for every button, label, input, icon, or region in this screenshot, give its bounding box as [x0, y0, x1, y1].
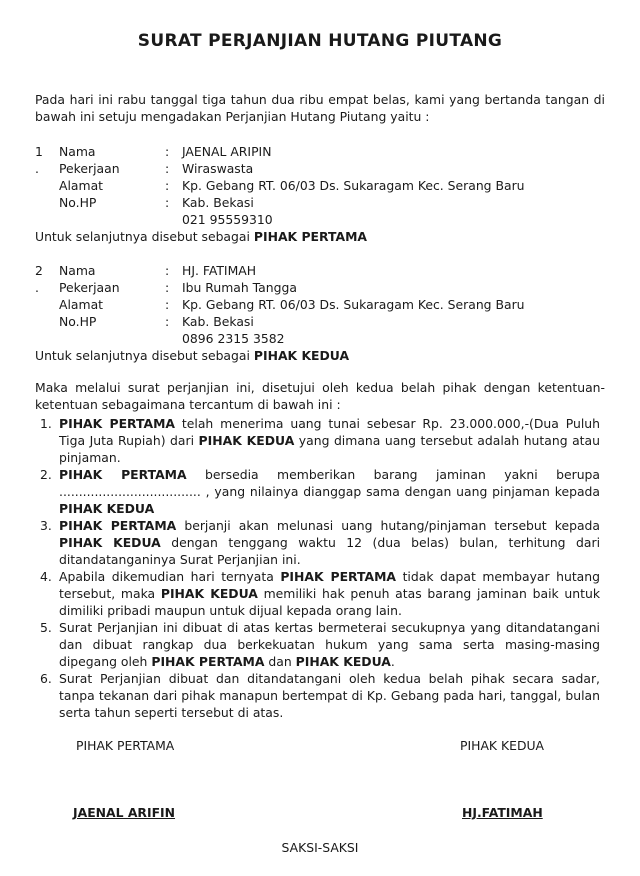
term-text: bersedia memberikan barang jaminan yakni berupa .................................... , yang nilainya dianggap sama dengan uang pinjaman kepada	[59, 467, 601, 499]
term-item	[35, 415, 600, 466]
party-two-name: HJ. FATIMAH	[182, 263, 257, 278]
terms-list	[35, 415, 600, 721]
party-number-dot: .	[35, 161, 39, 176]
party-number: 2	[35, 263, 43, 278]
term-text: telah menerima uang tunai sebesar Rp. 23.000.000,-(Dua Puluh Tiga Juta Rupiah) dari	[59, 416, 600, 448]
term-item	[35, 670, 600, 721]
term-bold-c: PIHAK KEDUA	[198, 433, 295, 448]
colon: :	[165, 178, 170, 193]
term-number: 2.	[40, 467, 52, 482]
party-one-address: Kp. Gebang RT. 06/03 Ds. Sukaragam Kec. Serang Baru	[182, 178, 525, 193]
phone-label: No.HP	[59, 314, 97, 329]
term-item	[35, 466, 600, 517]
document-title: SURAT PERJANJIAN HUTANG PIUTANG	[137, 31, 503, 51]
phone-label: No.HP	[59, 195, 97, 210]
term-text: Apabila dikemudian hari ternyata	[59, 569, 281, 584]
term-text: memiliki hak penuh atas barang jaminan baik untuk dimiliki pribadi maupun untuk dijual kepada orang lain.	[59, 586, 601, 618]
colon: :	[165, 297, 170, 312]
job-label: Pekerjaan	[59, 280, 120, 295]
party-one-block	[35, 143, 605, 245]
term-bold-c: PIHAK KEDUA	[59, 535, 161, 550]
terms-intro-paragraph: Maka melalui surat perjanjian ini, disetujui oleh kedua belah pihak dengan ketentuan-ketentuan sebagaimana tercantum di bawah ini :	[35, 380, 605, 412]
designation-prefix: Untuk selanjutnya disebut sebagai	[35, 348, 250, 363]
colon: :	[165, 161, 170, 176]
name-label: Nama	[59, 263, 96, 278]
address-label: Alamat	[59, 297, 104, 312]
signature-label-party-two: PIHAK KEDUA	[460, 738, 545, 753]
term-number: 1.	[40, 416, 52, 431]
party-one-designation	[35, 228, 605, 245]
colon: :	[165, 280, 170, 295]
job-label: Pekerjaan	[59, 161, 120, 176]
designation-prefix: Untuk selanjutnya disebut sebagai	[35, 229, 250, 244]
party-one-job: Wiraswasta	[182, 161, 254, 176]
party-number: 1	[35, 144, 43, 159]
party-one-name: JAENAL ARIPIN	[182, 144, 272, 159]
signature-label-party-one: PIHAK PERTAMA	[76, 738, 175, 753]
party-number-dot: .	[35, 280, 39, 295]
term-item	[35, 619, 600, 670]
term-text: dan	[264, 654, 296, 669]
party-one-address-city: Kab. Bekasi	[182, 195, 254, 210]
term-text: Surat Perjanjian ini dibuat di atas kertas bermeterai secukupnya yang ditandatangani dan dibuat rangkap dua berkekuatan hukum yang sama serta masing-masing dipegang oleh	[59, 620, 600, 669]
witnesses-heading: SAKSI-SAKSI	[281, 840, 359, 855]
term-number: 6.	[40, 671, 52, 686]
party-two-phone: 0896 2315 3582	[182, 331, 285, 346]
term-text: Surat Perjanjian dibuat dan ditandatangani oleh kedua belah pihak secara sadar, tanpa tekanan dari pihak manapun bertempat di Kp. Gebang pada hari, tanggal, bulan serta tahun seperti tersebut di atas.	[59, 671, 600, 720]
term-bold-e: PIHAK KEDUA	[160, 586, 258, 601]
party-two-designation	[35, 347, 605, 364]
colon: :	[165, 195, 170, 210]
term-text: .	[390, 654, 395, 669]
term-number: 3.	[40, 518, 52, 533]
term-text: dengan tenggang waktu 12 (dua belas) bulan, terhitung dari ditandatanganinya Surat Perjanjian ini.	[59, 535, 601, 567]
party-two-address-city: Kab. Bekasi	[182, 314, 254, 329]
term-text: tidak dapat membayar hutang tersebut, maka	[59, 569, 600, 601]
term-number: 5.	[40, 620, 52, 635]
term-bold-c: PIHAK PERTAMA	[280, 569, 397, 584]
term-item	[35, 568, 600, 619]
designation-name: PIHAK PERTAMA	[253, 229, 367, 244]
address-label: Alamat	[59, 178, 104, 193]
term-bold-c: PIHAK PERTAMA	[151, 654, 265, 669]
colon: :	[165, 263, 170, 278]
party-two-block	[35, 262, 605, 364]
party-two-address: Kp. Gebang RT. 06/03 Ds. Sukaragam Kec. Serang Baru	[182, 297, 525, 312]
name-label: Nama	[59, 144, 96, 159]
term-item	[35, 517, 600, 568]
signature-name-party-two: HJ.FATIMAH	[462, 805, 543, 820]
colon: :	[165, 144, 170, 159]
term-bold-a: PIHAK PERTAMA	[59, 518, 177, 533]
term-bold-c: PIHAK KEDUA	[59, 501, 155, 516]
term-bold-a: PIHAK PERTAMA	[59, 467, 187, 482]
term-number: 4.	[40, 569, 52, 584]
term-text: yang dimana uang tersebut adalah hutang atau pinjaman.	[59, 433, 600, 465]
intro-paragraph: Pada hari ini rabu tanggal tiga tahun dua ribu empat belas, kami yang bertanda tangan di bawah ini setuju mengadakan Perjanjian Hutang Piutang yaitu :	[35, 92, 605, 124]
designation-name: PIHAK KEDUA	[253, 348, 350, 363]
term-bold-e: PIHAK KEDUA	[295, 654, 391, 669]
signature-name-party-one: JAENAL ARIFIN	[73, 805, 176, 820]
party-two-job: Ibu Rumah Tangga	[182, 280, 297, 295]
term-text: berjanji akan melunasi uang hutang/pinjaman tersebut kepada	[176, 518, 601, 533]
term-bold-a: PIHAK PERTAMA	[59, 416, 176, 431]
colon: :	[165, 314, 170, 329]
party-one-phone: 021 95559310	[182, 212, 273, 227]
